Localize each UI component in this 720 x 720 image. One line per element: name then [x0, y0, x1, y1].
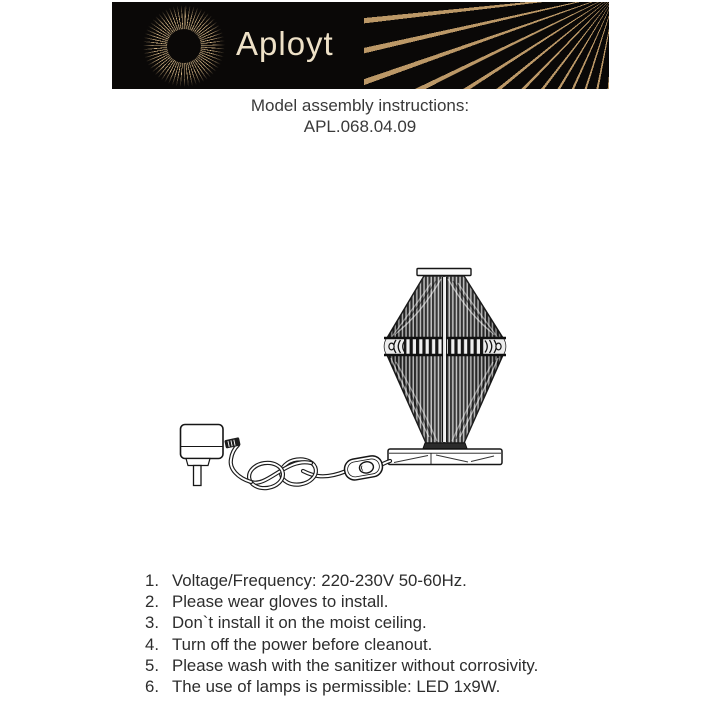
instruction-item	[145, 634, 538, 655]
item-number: 2.	[145, 592, 159, 612]
instruction-item	[145, 570, 538, 591]
shade-top-cap	[417, 269, 471, 276]
instructions-title: Model assembly instructions:	[250, 96, 470, 115]
item-text: Don`t install it on the moist ceiling.	[172, 613, 427, 633]
item-number: 3.	[145, 613, 159, 633]
instruction-item	[145, 612, 538, 633]
item-text: Turn off the power before cleanout.	[172, 634, 433, 654]
instruction-item	[145, 591, 538, 612]
item-number: 6.	[145, 677, 159, 697]
item-text: Voltage/Frequency: 220-230V 50-60Hz.	[172, 571, 467, 590]
instruction-item	[145, 655, 538, 676]
plug-prong	[194, 466, 202, 486]
item-text: The use of lamps is permissible: LED 1x9W.	[172, 677, 501, 697]
lamp-base	[388, 449, 502, 465]
instruction-item	[145, 676, 538, 697]
lamp-shade	[384, 269, 506, 449]
power-plug	[181, 425, 224, 486]
item-number: 1.	[145, 571, 159, 590]
item-text: Please wear gloves to install.	[172, 592, 389, 612]
item-number: 4.	[145, 634, 159, 654]
model-number: APL.068.04.09	[303, 116, 417, 136]
shade-collar	[423, 443, 467, 449]
instructions-list	[145, 570, 538, 697]
inline-switch	[343, 454, 384, 481]
item-number: 5.	[145, 655, 159, 675]
brand-name: Aployt	[236, 25, 334, 62]
item-text: Please wash with the sanitizer without corrosivity.	[172, 655, 539, 675]
